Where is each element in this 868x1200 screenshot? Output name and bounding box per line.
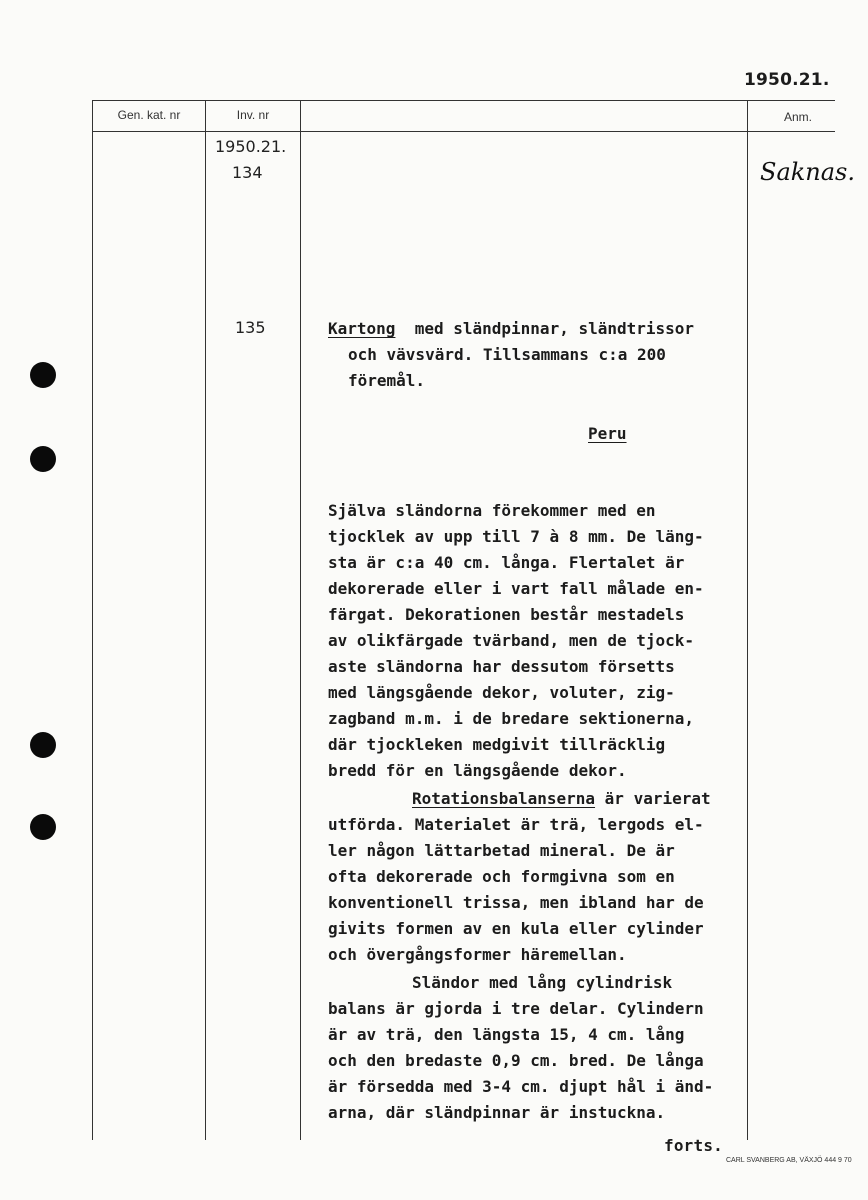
text-line: sta är c:a 40 cm. långa. Flertalet är bbox=[328, 553, 685, 572]
text-line: tjocklek av upp till 7 à 8 mm. De läng- bbox=[328, 527, 704, 546]
handwritten-note-saknas: Saknas. bbox=[760, 158, 856, 186]
text-line: Själva sländorna förekommer med en bbox=[328, 501, 656, 520]
sheet-number: 1950.21. bbox=[744, 70, 830, 90]
region-heading: Peru bbox=[588, 424, 627, 443]
text-line: ofta dekorerade och formgivna som en bbox=[328, 867, 675, 886]
text-line: färgat. Dekorationen består mestadels bbox=[328, 605, 685, 624]
text-line: utförda. Materialet är trä, lergods el- bbox=[328, 815, 704, 834]
text-line: är försedda med 3-4 cm. djupt hål i änd- bbox=[328, 1077, 714, 1096]
text-line: av olikfärgade tvärband, men de tjock- bbox=[328, 631, 695, 650]
continued-marker: forts. bbox=[664, 1136, 723, 1155]
object-type: Kartong bbox=[328, 319, 396, 338]
para3-first-line: Sländor med lång cylindrisk bbox=[412, 973, 673, 992]
text-line: där tjockleken medgivit tillräcklig bbox=[328, 735, 666, 754]
text-line: bredd för en längsgående dekor. bbox=[328, 761, 627, 780]
text-line: är av trä, den längsta 15, 4 cm. lång bbox=[328, 1025, 685, 1044]
inv-number: 135 bbox=[235, 318, 266, 337]
header-bottom-rule bbox=[92, 131, 835, 132]
col-divider-gen-inv bbox=[205, 100, 206, 1140]
intro-line-1: Kartong med sländpinnar, sländtrissor bbox=[328, 319, 695, 338]
text-line: med längsgående dekor, voluter, zig- bbox=[328, 683, 675, 702]
text-line: balans är gjorda i tre delar. Cylindern bbox=[328, 999, 704, 1018]
header-anm: Anm. bbox=[783, 110, 812, 124]
binder-hole bbox=[30, 814, 56, 840]
inv-number-prefix: 1950.21. bbox=[215, 137, 287, 156]
header-top-rule bbox=[92, 100, 835, 101]
text-line: och den bredaste 0,9 cm. bred. De långa bbox=[328, 1051, 704, 1070]
text-line: arna, där sländpinnar är instuckna. bbox=[328, 1103, 666, 1122]
binder-hole bbox=[30, 362, 56, 388]
text-line: dekorerade eller i vart fall målade en- bbox=[328, 579, 704, 598]
col-divider-text-anm bbox=[747, 100, 748, 1140]
header-gen-kat-nr: Gen. kat. nr bbox=[117, 108, 181, 122]
binder-hole bbox=[30, 446, 56, 472]
col-divider-inv-text bbox=[300, 100, 301, 1140]
intro-line-3: föremål. bbox=[348, 371, 426, 390]
text-line: aste sländorna har dessutom försetts bbox=[328, 657, 675, 676]
text-line: givits formen av en kula eller cylinder bbox=[328, 919, 704, 938]
header-inv-nr: Inv. nr bbox=[236, 108, 270, 122]
para2-first-line: Rotationsbalanserna är varierat bbox=[412, 789, 711, 808]
text-line: ler någon lättarbetad mineral. De är bbox=[328, 841, 675, 860]
text-line: zagband m.m. i de bredare sektionerna, bbox=[328, 709, 695, 728]
printer-mark: CARL SVANBERG AB, VÄXJÖ 444 9 70 bbox=[726, 1157, 852, 1164]
text-line: och övergångsformer häremellan. bbox=[328, 945, 627, 964]
text-line: konventionell trissa, men ibland har de bbox=[328, 893, 704, 912]
col-divider-left-edge bbox=[92, 100, 93, 1140]
binder-hole bbox=[30, 732, 56, 758]
inv-number: 134 bbox=[232, 163, 263, 182]
intro-line-2: och vävsvärd. Tillsammans c:a 200 bbox=[348, 345, 666, 364]
term-rotationsbalanserna: Rotationsbalanserna bbox=[412, 789, 596, 808]
